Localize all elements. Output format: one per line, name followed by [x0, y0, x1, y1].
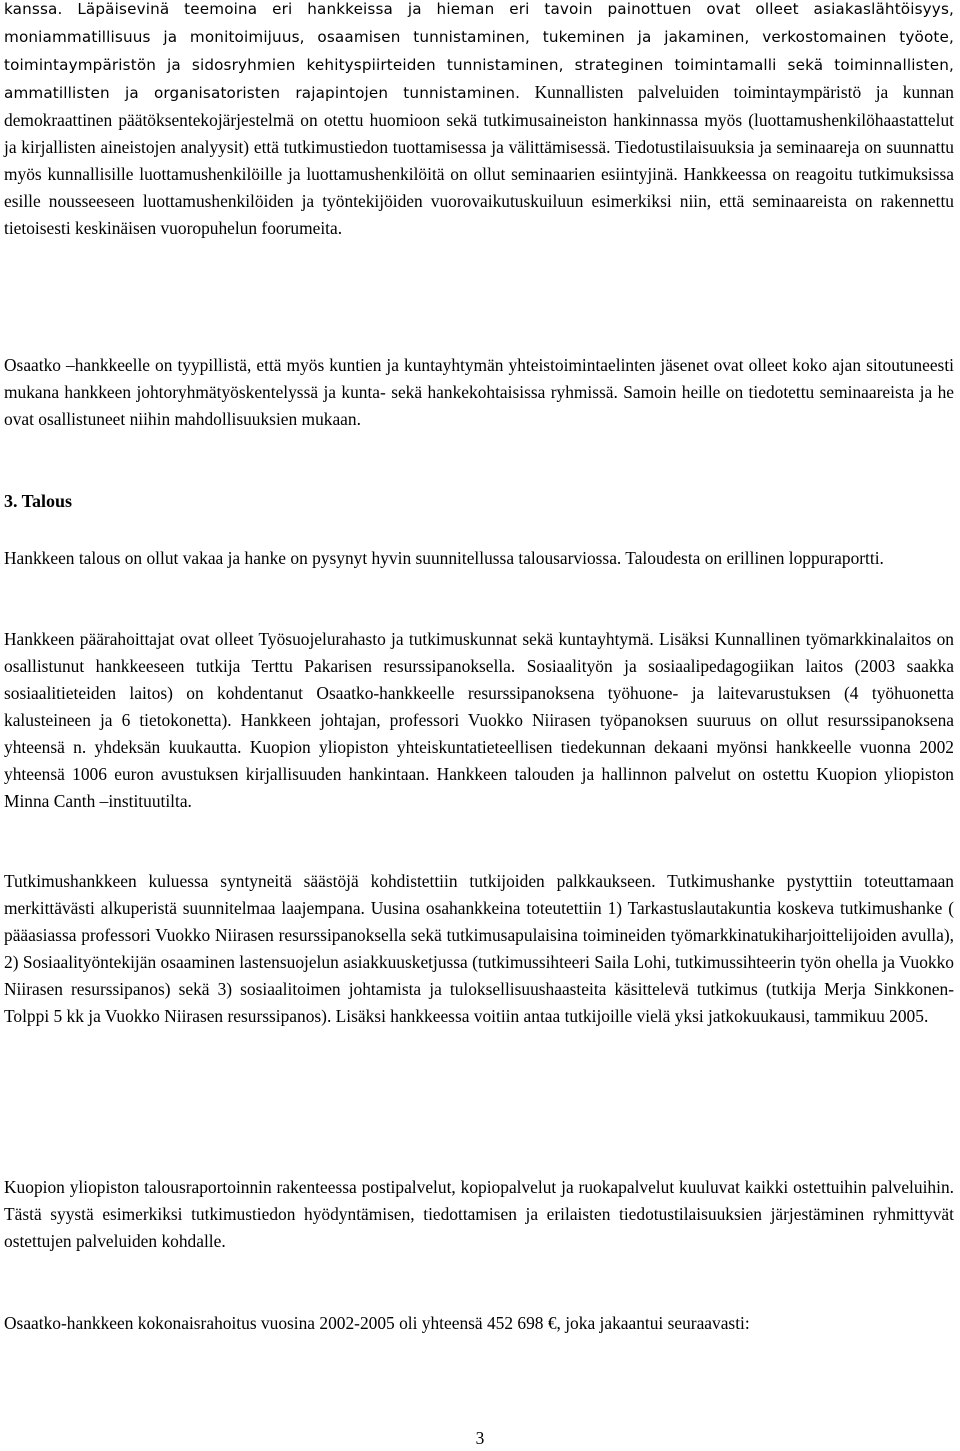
intro-sans-text: kanssa. Läpäisevinä teemoina eri hankkeissa ja hieman eri tavoin painottuen ovat olleet asiakaslähtöisyys, moniammatillisuus ja monitoimijuus, osaamisen tunnistaminen, tukeminen ja jakaminen, verkostomainen työote, toimintaympäristön ja sidosryhmien kehityspiirteiden tunnistaminen, strateginen toimintamalli sekä toiminnallisten, ammatillisten ja organisatoristen rajapintojen tunnistaminen.	[4, 0, 954, 102]
talous-paragraph-1: Hankkeen talous on ollut vakaa ja hanke on pysynyt hyvin suunnitellussa talousarviossa. Taloudesta on erillinen loppuraportti.	[4, 548, 884, 568]
intro-serif-text: Kunnallisten palveluiden toimintaympäristö ja kunnan demokraattinen päätöksentekojärjestelmä on otettu huomioon sekä tutkimusaineiston hankinnassa myös (luottamushenkilöhaastattelut ja kirjallisten aineistojen analyysit) että tutkimustiedon tuottamisessa ja välittämisessä. Tiedotustilaisuuksia ja seminaareja on suunnattu myös kunnallisille luottamushenkilöille ja luottamushenkilöitä on ollut seminaarien esiintyjinä. Hankkeessa on reagoitu tutkimuksissa esille nousseeseen luottamushenkilöiden ja työntekijöiden vuorovaikutuskuiluun esimerkiksi niin, että seminaareista on rakennettu tietoisesti keskinäisen vuoropuhelun foorumeita.	[4, 82, 954, 238]
intro-paragraph	[4, 0, 954, 242]
page-number: 3	[475, 1428, 485, 1448]
talous-paragraph-2: Hankkeen päärahoittajat ovat olleet Työsuojelurahasto ja tutkimuskunnat sekä kuntayhtymä. Lisäksi Kunnallinen työmarkkinalaitos on osallistunut hankkeeseen tutkija Terttu Pakarisen resurssipanoksella. Sosiaalityön ja sosiaalipedagogiikan laitos (2003 saakka sosiaalitieteiden laitos) on kohdentanut Osaatko-hankkeelle resurssipanoksena työhuone- ja laitevarustuksen (4 työhuonetta kalusteineen ja 6 tietokonetta). Hankkeen johtajan, professori Vuokko Niirasen työpanoksen suuruus on ollut resurssipanoksena yhteensä n. yhdeksän kuukautta. Kuopion yliopiston yhteiskuntatieteellisen tiedekunnan dekaani myönsi hankkeelle vuonna 2002 yhteensä 1006 euron avustuksen kirjallisuuden hankintaan. Hankkeen talouden ja hallinnon palvelut on ostettu Kuopion yliopiston Minna Canth –instituutilta.	[4, 629, 954, 811]
talous-paragraph-4: Kuopion yliopiston talousraportoinnin rakenteessa postipalvelut, kopiopalvelut ja ruokapalvelut kuuluvat kaikki ostettuihin palveluihin. Tästä syystä esimerkiksi tutkimustiedon hyödyntämisen, tiedottamisen ja erilaisten tiedotustilaisuuksien järjestäminen ryhmittyvät ostettujen palveluiden kohdalle.	[4, 1177, 954, 1251]
talous-paragraph-5: Osaatko-hankkeen kokonaisrahoitus vuosina 2002-2005 oli yhteensä 452 698 €, joka jakaantui seuraavasti:	[4, 1313, 750, 1333]
section-heading-talous: 3. Talous	[4, 491, 73, 511]
osaatko-paragraph: Osaatko –hankkeelle on tyypillistä, että myös kuntien ja kuntayhtymän yhteistoimintaelinten jäsenet ovat olleet koko ajan sitoutuneesti mukana hankkeen johtoryhmätyöskentelyssä ja kunta- sekä hankekohtaisissa ryhmissä. Samoin heille on tiedotettu seminaareista ja he ovat osallistuneet niihin mahdollisuuksien mukaan.	[4, 355, 954, 429]
talous-paragraph-3: Tutkimushankkeen kuluessa syntyneitä säästöjä kohdistettiin tutkijoiden palkkaukseen. Tutkimushanke pystyttiin toteuttamaan merkittävästi alkuperistä suunnitelmaa laajempana. Uusina osahankkeina toteutettiin 1) Tarkastuslautakuntia koskeva tutkimushanke ( pääasiassa professori Vuokko Niirasen resurssipanoksella sekä tutkimusapulaisina toimineiden työmarkkinatukiharjoittelijoiden avulla), 2) Sosiaalityöntekijän osaaminen lastensuojelun asiakkuusketjussa (tutkimussihteeri Saila Lohi, tutkimussihteerin työn ohella ja Vuokko Niirasen resurssipanos) sekä 3) sosiaalitoimen johtamista ja tuloksellisuushaasteita käsittelevä tutkimus (tutkija Merja Sinkkonen-Tolppi 5 kk ja Vuokko Niirasen resurssipanos). Lisäksi hankkeessa voitiin antaa tutkijoille vielä yksi jatkokuukausi, tammikuu 2005.	[4, 871, 954, 1026]
